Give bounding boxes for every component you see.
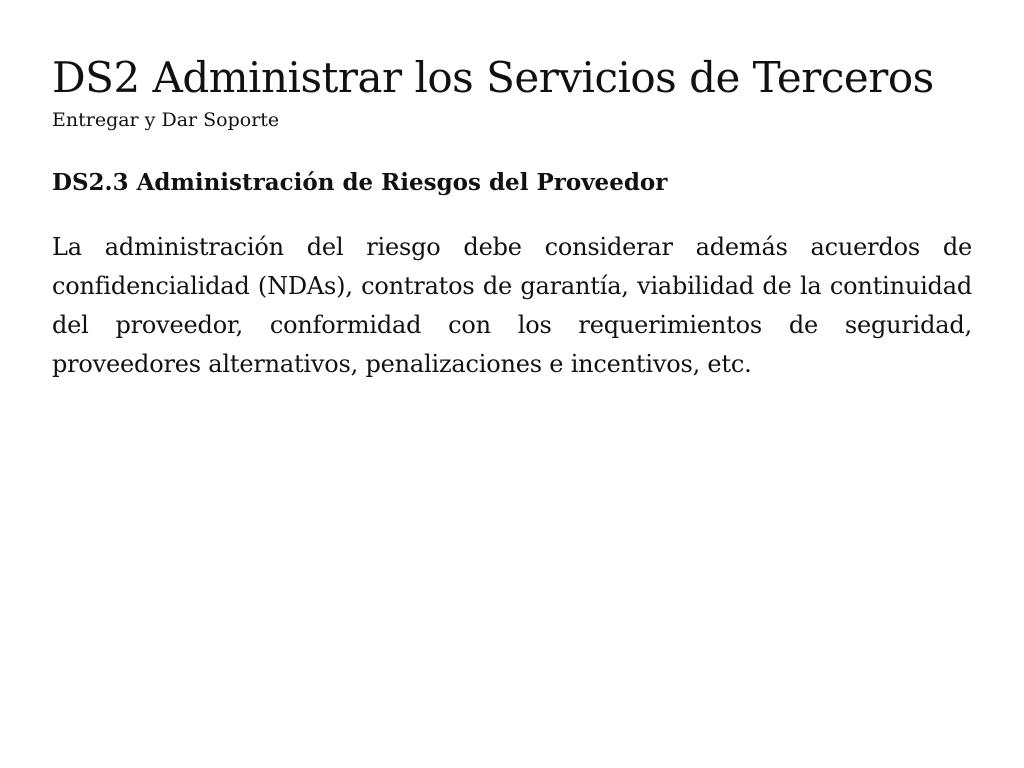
section-heading: DS2.3 Administración de Riesgos del Proveedor (52, 169, 668, 196)
slide-subtitle: Entregar y Dar Soporte (52, 109, 280, 131)
slide-content (52, 52, 972, 384)
slide-title: DS2 Administrar los Servicios de Terceros (52, 53, 934, 102)
body-paragraph: La administración del riesgo debe considerar además acuerdos de confidencialidad (NDAs), contratos de garantía, viabilidad de la continuidad del proveedor, conformidad con los requerimientos de seguridad, proveedores alternativos, penalizaciones e incentivos, etc. (52, 233, 972, 378)
